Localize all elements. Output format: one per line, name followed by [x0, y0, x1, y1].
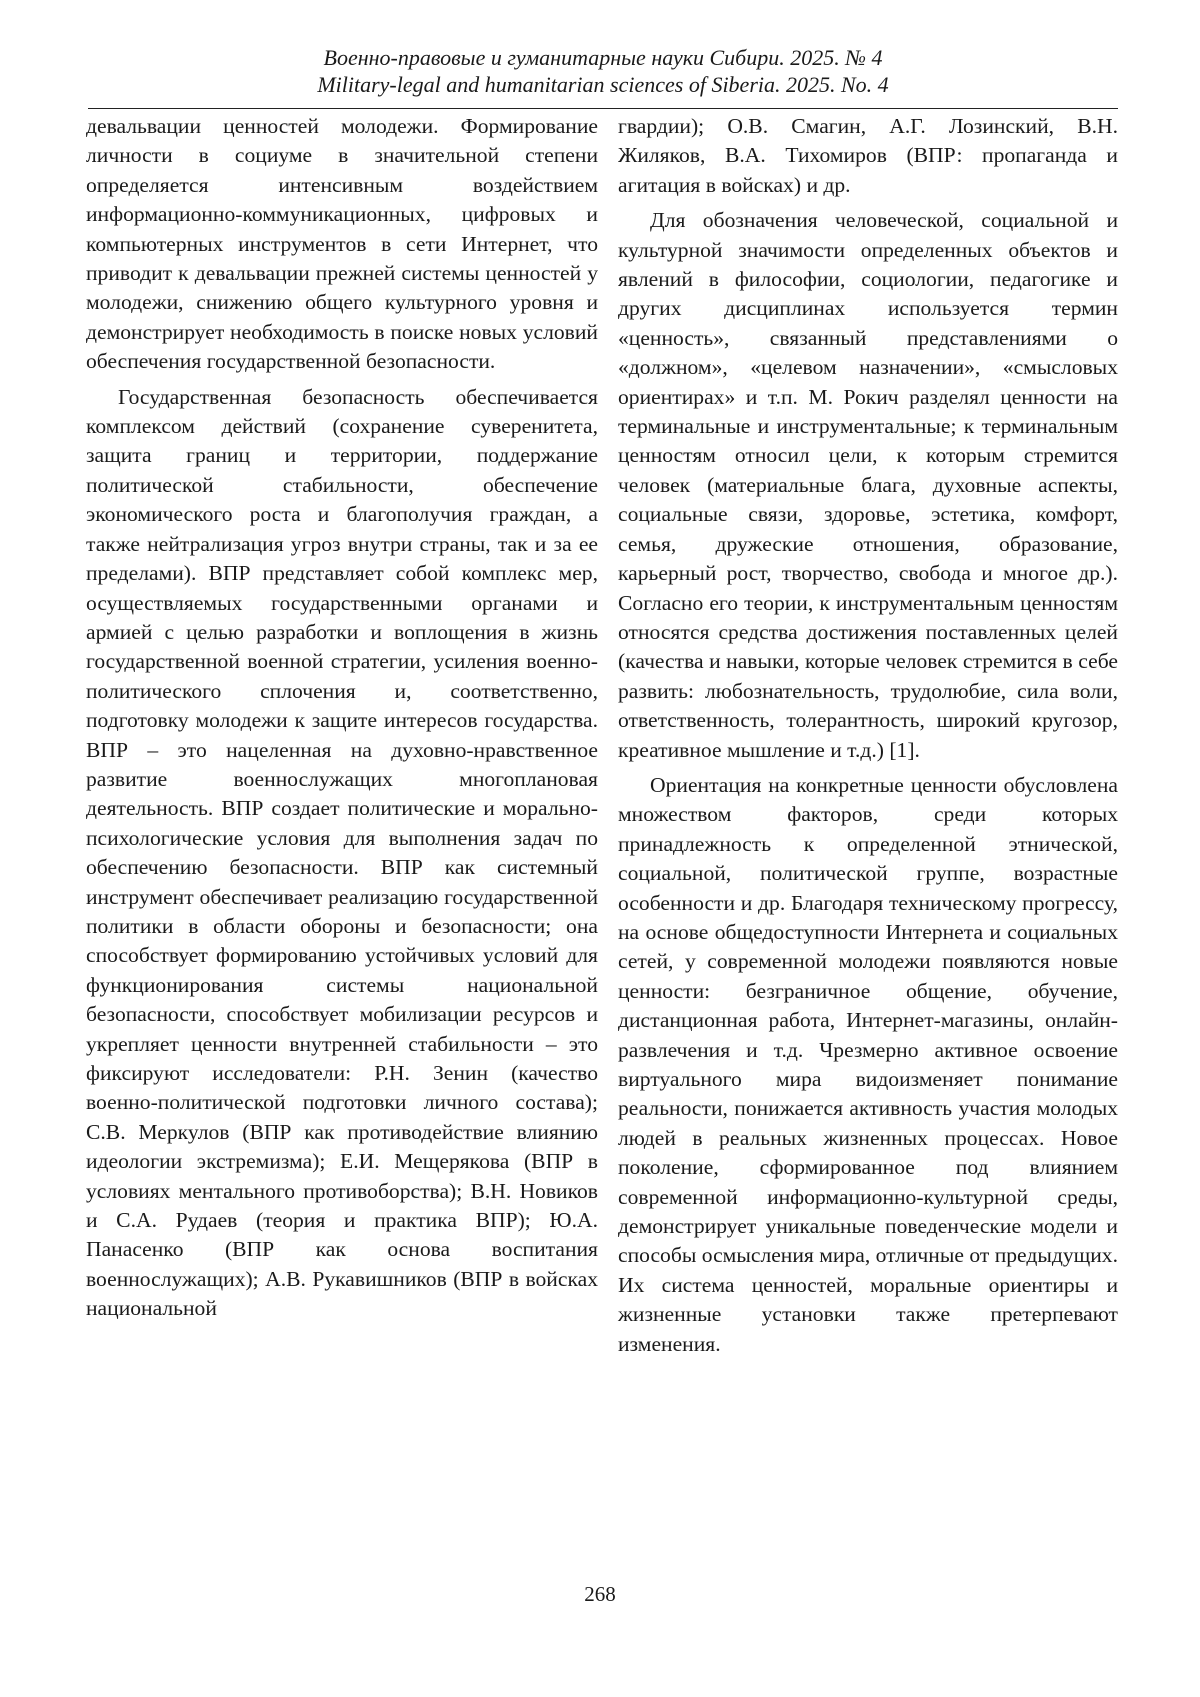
header-divider [88, 108, 1118, 109]
paragraph-value-orientation: Ориентация на конкретные ценности обусловлена множеством факторов, среди которых принадлежность к определенной этнической, социальной, политической группе, возрастные особенности и др. Благодаря техническому прогрессу, на основе общедоступности Интернета и социальных сетей, у современной молодежи появляются новые ценности: безграничное общение, обучение, дистанционная работа, Интернет-магазины, онлайн-развлечения и т.д. Чрезмерно активное освоение виртуального мира видоизменяет понимание реальности, понижается активность участия молодых людей в реальных жизненных процессах. Новое поколение, сформированное под влиянием современной информационно-культурной среды, демонстрирует уникальные поведенческие модели и способы осмысления мира, отличные от предыдущих. Их система ценностей, моральные ориентиры и жизненные установки также претерпевают изменения. [618, 772, 1118, 1356]
right-column [618, 112, 1118, 1359]
journal-title-en: Military-legal and humanitarian sciences of Siberia. 2025. No. 4 [317, 72, 889, 97]
left-column [86, 112, 598, 1324]
paragraph-continued: девальвации ценностей молодежи. Формирование личности в социуме в значительной степени определяется интенсивным воздействием информационно-коммуникационных, цифровых и компьютерных инструментов в сети Интернет, что приводит к девальвации прежней системы ценностей у молодежи, снижению общего культурного уровня и демонстрирует необходимость в поиске новых условий обеспечения государственной безопасности. [86, 114, 598, 374]
paragraph-researchers-end: гвардии); О.В. Смагин, А.Г. Лозинский, В.Н. Жиляков, В.А. Тихомиров (ВПР: пропаганда и агитация в войсках) и др. [618, 114, 1118, 197]
running-header [88, 44, 1118, 98]
page-number: 268 [584, 1582, 616, 1606]
paragraph-state-security: Государственная безопасность обеспечивается комплексом действий (сохранение суверенитета, защита границ и территории, поддержание политической стабильности, обеспечение экономического роста и благополучия граждан, а также нейтрализация угроз внутри страны, так и за ее пределами). ВПР представляет собой комплекс мер, осуществляемых государственными органами и армией с целью разработки и воплощения в жизнь государственной военной стратегии, усиления военно-политического сплочения и, соответственно, подготовку молодежи к защите интересов государства. ВПР – это нацеленная на духовно-нравственное развитие военнослужащих многоплановая деятельность. ВПР создает политические и морально-психологические условия для выполнения задач по обеспечению безопасности. ВПР как системный инструмент обеспечивает реализацию государственной политики в области обороны и безопасности; она способствует формированию устойчивых условий для функционирования системы национальной безопасности, способствует мобилизации ресурсов и укрепляет ценности внутренней стабильности – это фиксируют исследователи: Р.Н. Зенин (качество военно-политической подготовки личного состава); С.В. Меркулов (ВПР как противодействие влиянию идеологии экстремизма); Е.И. Мещерякова (ВПР в условиях ментального противоборства); В.Н. Новиков и С.А. Рудаев (теория и практика ВПР); Ю.А. Панасенко (ВПР как основа воспитания военнослужащих); А.В. Рукавишников (ВПР в войсках национальной [86, 384, 598, 1321]
journal-title-ru: Военно-правовые и гуманитарные науки Сибири. 2025. № 4 [323, 45, 883, 70]
paragraph-value-term: Для обозначения человеческой, социальной и культурной значимости определенных объектов и явлений в философии, социологии, педагогике и других дисциплинах используется термин «ценность», связанный представлениями о «должном», «целевом назначении», «смысловых ориентирах» и т.п. М. Рокич разделял ценности на терминальные и инструментальные; к терминальным ценностям относил цели, к которым стремится человек (материальные блага, духовные аспекты, социальные связи, здоровье, эстетика, комфорт, семья, дружеские отношения, образование, карьерный рост, творчество, свобода и многое др.). Согласно его теории, к инструментальным ценностям относятся средства достижения поставленных целей (качества и навыки, которые человек стремится в себе развить: любознательность, трудолюбие, сила воли, ответственность, толерантность, широкий кругозор, креативное мышление и т.д.) [1]. [618, 208, 1118, 762]
